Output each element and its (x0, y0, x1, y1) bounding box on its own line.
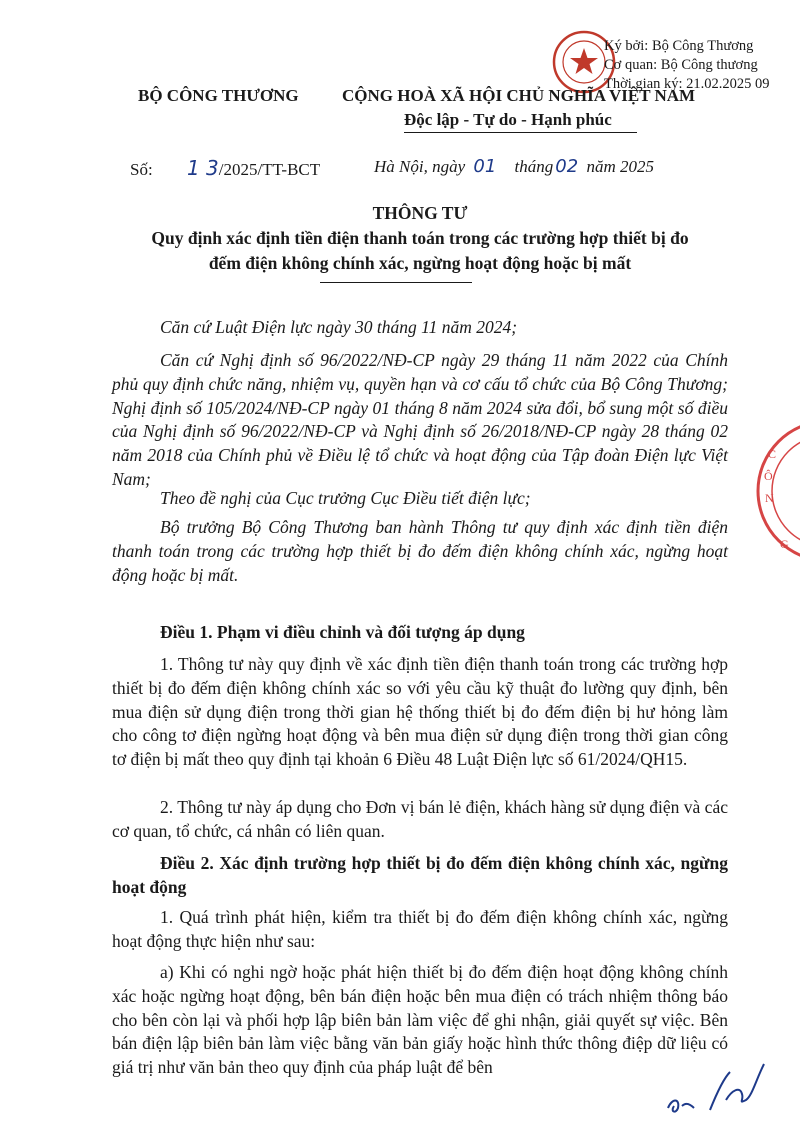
article-1-clause-1: 1. Thông tư này quy định về xác định tiền điện thanh toán trong các trường hợp thiết bị đo đếm điện không chính xác so với yêu cầu kỹ thuật đo lường quy định, bên mua điện sử dụng điện trong thời gian hệ thống thiết bị đo đếm điện bị hư hỏng làm cho công tơ điện ngừng hoạt động và bên mua điện sử dụng điện trong thời gian công tơ điện bị mất theo quy định tại khoản 6 Điều 48 Luật Điện lực số 61/2024/QH15. (112, 654, 728, 770)
signature-signed-by: Ký bởi: Bộ Công Thương (604, 38, 754, 54)
issue-date (374, 156, 654, 177)
svg-text:C: C (768, 447, 777, 461)
signature-time: Thời gian ký: 21.02.2025 09 (604, 76, 770, 92)
year-text: năm 2025 (586, 157, 654, 176)
article-1-heading: Điều 1. Phạm vi điều chỉnh và đối tượng áp dụng (160, 622, 525, 642)
number-handwritten: 1 3 (186, 156, 219, 180)
month-handwritten: 02 (555, 156, 579, 177)
article-2-point-a: a) Khi có nghi ngờ hoặc phát hiện thiết bị đo đếm điện hoạt động không chính xác hoặc ngừng hoạt động, bên bán điện hoặc bên mua điện có trách nhiệm thông báo cho bên còn lại và phối hợp lập biên bản làm việc để ghi nhận, giải quyết sự việc. Bên bán điện lập biên bản làm việc bằng văn bản giấy hoặc hình thức thông điệp dữ liệu có giá trị như văn bản theo quy định của pháp luật để bên (112, 962, 728, 1078)
motto-underline (404, 132, 637, 133)
svg-text:N: N (765, 491, 774, 505)
title-underline (320, 282, 472, 283)
number-suffix: /2025/TT-BCT (218, 160, 321, 179)
national-motto: Độc lập - Tự do - Hạnh phúc (404, 110, 612, 129)
title-line-2: đếm điện không chính xác, ngừng hoạt động hoặc bị mất (208, 253, 632, 273)
preamble-electricity-law: Căn cứ Luật Điện lực ngày 30 tháng 11 năm 2024; (160, 317, 518, 337)
ministry-name: BỘ CÔNG THƯƠNG (138, 86, 299, 105)
preamble-decree: Căn cứ Nghị định số 96/2022/NĐ-CP ngày 29 tháng 11 năm 2022 của Chính phủ quy định chức năng, nhiệm vụ, quyền hạn và cơ cấu tổ chức của Bộ Công Thương; Nghị định số 105/2024/NĐ-CP ngày 01 tháng 8 năm 2024 sửa đổi, bổ sung một số điều của Nghị định số 96/2022/NĐ-CP và Nghị định số 26/2018/NĐ-CP ngày 28 tháng 02 năm 2018 của Chính phủ về Điều lệ tổ chức và hoạt động của Tập đoàn Điện lực Việt Nam; (112, 350, 728, 489)
month-label: tháng (514, 157, 554, 176)
red-stamp (752, 418, 800, 564)
svg-text:Ô: Ô (764, 469, 773, 483)
date-prefix: Hà Nội, ngày (374, 157, 466, 176)
preamble-proposal: Theo đề nghị của Cục trưởng Cục Điều tiết điện lực; (160, 488, 531, 508)
svg-text:G: G (780, 537, 789, 551)
document-number (130, 156, 320, 180)
republic-name: CỘNG HOÀ XÃ HỘI CHỦ NGHĨA VIỆT NAM (342, 86, 696, 105)
preamble-enactment: Bộ trưởng Bộ Công Thương ban hành Thông tư quy định xác định tiền điện thanh toán trong các trường hợp thiết bị đo đếm điện không chính xác, ngừng hoạt động hoặc bị mất. (112, 517, 728, 585)
article-1-clause-2: 2. Thông tư này áp dụng cho Đơn vị bán lẻ điện, khách hàng sử dụng điện và các cơ quan, tổ chức, cá nhân có liên quan. (112, 797, 728, 841)
day-handwritten: 01 (473, 156, 497, 177)
article-2-clause-1: 1. Quá trình phát hiện, kiểm tra thiết bị đo đếm điện không chính xác, ngừng hoạt động thực hiện như sau: (112, 907, 728, 951)
signature-agency: Cơ quan: Bộ Công thương (604, 57, 758, 73)
title-line-1: Quy định xác định tiền điện thanh toán trong các trường hợp thiết bị đo (151, 228, 689, 248)
handwritten-initials (660, 1060, 780, 1122)
document-type: THÔNG TƯ (372, 203, 468, 223)
article-2-heading: Điều 2. Xác định trường hợp thiết bị đo đếm điện không chính xác, ngừng hoạt động (112, 853, 728, 897)
number-prefix: Số: (130, 160, 153, 179)
